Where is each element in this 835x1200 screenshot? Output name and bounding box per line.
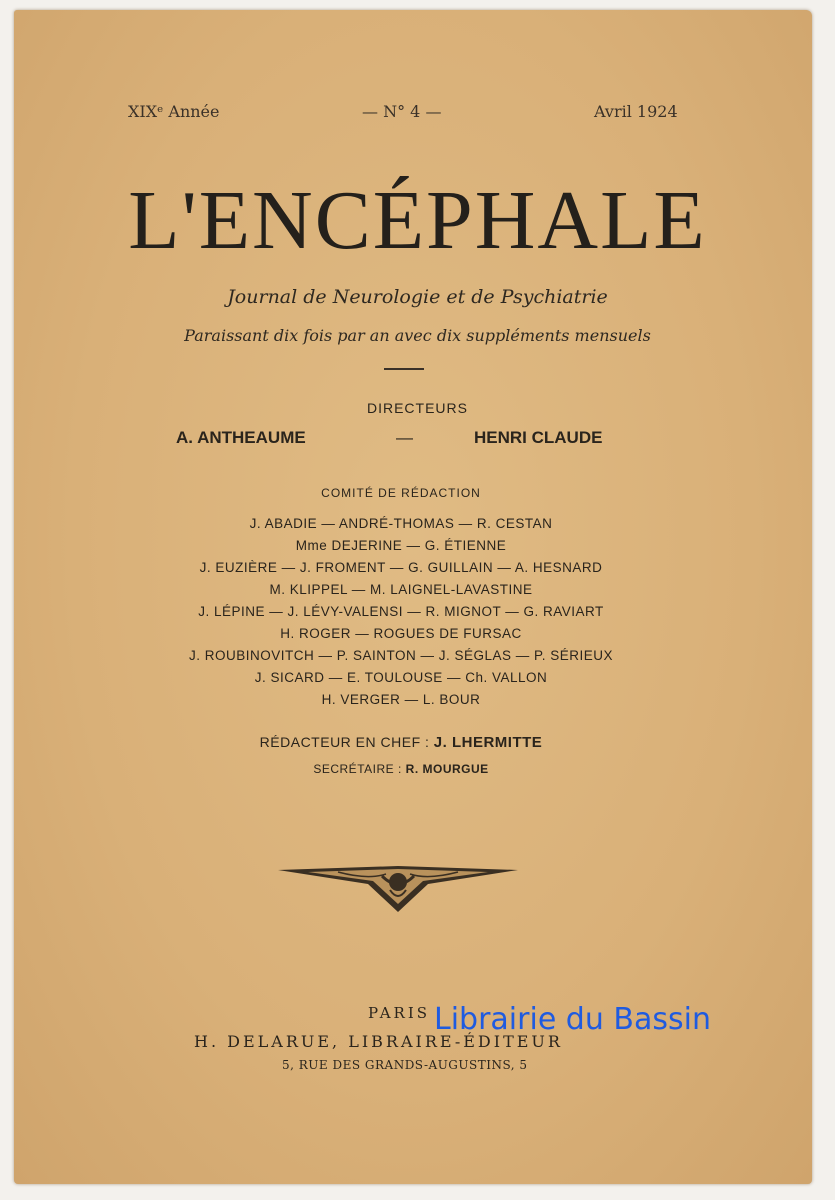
editor-in-chief bbox=[0, 734, 802, 751]
ornament-icon bbox=[278, 862, 518, 914]
committee-line: Mme DEJERINE — G. ÉTIENNE bbox=[295, 538, 507, 553]
issue-date: Avril 1924 bbox=[594, 102, 678, 121]
watermark: Librairie du Bassin bbox=[434, 1002, 711, 1037]
committee-line: J. SICARD — E. TOULOUSE — Ch. VALLON bbox=[254, 670, 548, 685]
director-antheaume: A. ANTHEAUME bbox=[176, 428, 306, 447]
committee-line: J. LÉPINE — J. LÉVY-VALENSI — R. MIGNOT — G. RAVIART bbox=[198, 604, 604, 619]
committee-line: M. KLIPPEL — M. LAIGNEL-LAVASTINE bbox=[269, 582, 533, 597]
directors-separator: — bbox=[396, 428, 413, 447]
journal-title: L'ENCÉPHALE bbox=[128, 174, 707, 267]
committee-line: H. ROGER — ROGUES DE FURSAC bbox=[280, 626, 522, 641]
year-label: XIXᵉ Année bbox=[128, 102, 220, 121]
divider bbox=[384, 368, 424, 370]
journal-subtitle: Journal de Neurologie et de Psychiatrie bbox=[227, 286, 608, 308]
editor-label: RÉDACTEUR EN CHEF : bbox=[259, 734, 430, 750]
imprint-address: 5, RUE DES GRANDS-AUGUSTINS, 5 bbox=[282, 1058, 528, 1072]
imprint-city: PARIS bbox=[368, 1004, 431, 1022]
committee-line: J. ABADIE — ANDRÉ-THOMAS — R. CESTAN bbox=[249, 516, 553, 531]
secretary-label: SECRÉTAIRE : bbox=[313, 762, 402, 776]
director-claude: HENRI CLAUDE bbox=[474, 428, 603, 447]
committee-label: COMITÉ DE RÉDACTION bbox=[321, 486, 481, 500]
secretary-name: R. MOURGUE bbox=[405, 762, 489, 776]
secretary bbox=[0, 762, 802, 776]
committee-line: J. EUZIÈRE — J. FROMENT — G. GUILLAIN — A. HESNARD bbox=[199, 560, 603, 575]
editor-name: J. LHERMITTE bbox=[433, 734, 543, 751]
publication-frequency: Paraissant dix fois par an avec dix suppléments mensuels bbox=[184, 326, 651, 345]
imprint-publisher: H. DELARUE, LIBRAIRE-ÉDITEUR bbox=[194, 1032, 563, 1051]
issue-number: — N° 4 — bbox=[362, 102, 442, 121]
committee-line: J. ROUBINOVITCH — P. SAINTON — J. SÉGLAS — P. SÉRIEUX bbox=[188, 648, 614, 663]
directors-label: DIRECTEURS bbox=[366, 400, 468, 416]
committee-line: H. VERGER — L. BOUR bbox=[321, 692, 481, 707]
